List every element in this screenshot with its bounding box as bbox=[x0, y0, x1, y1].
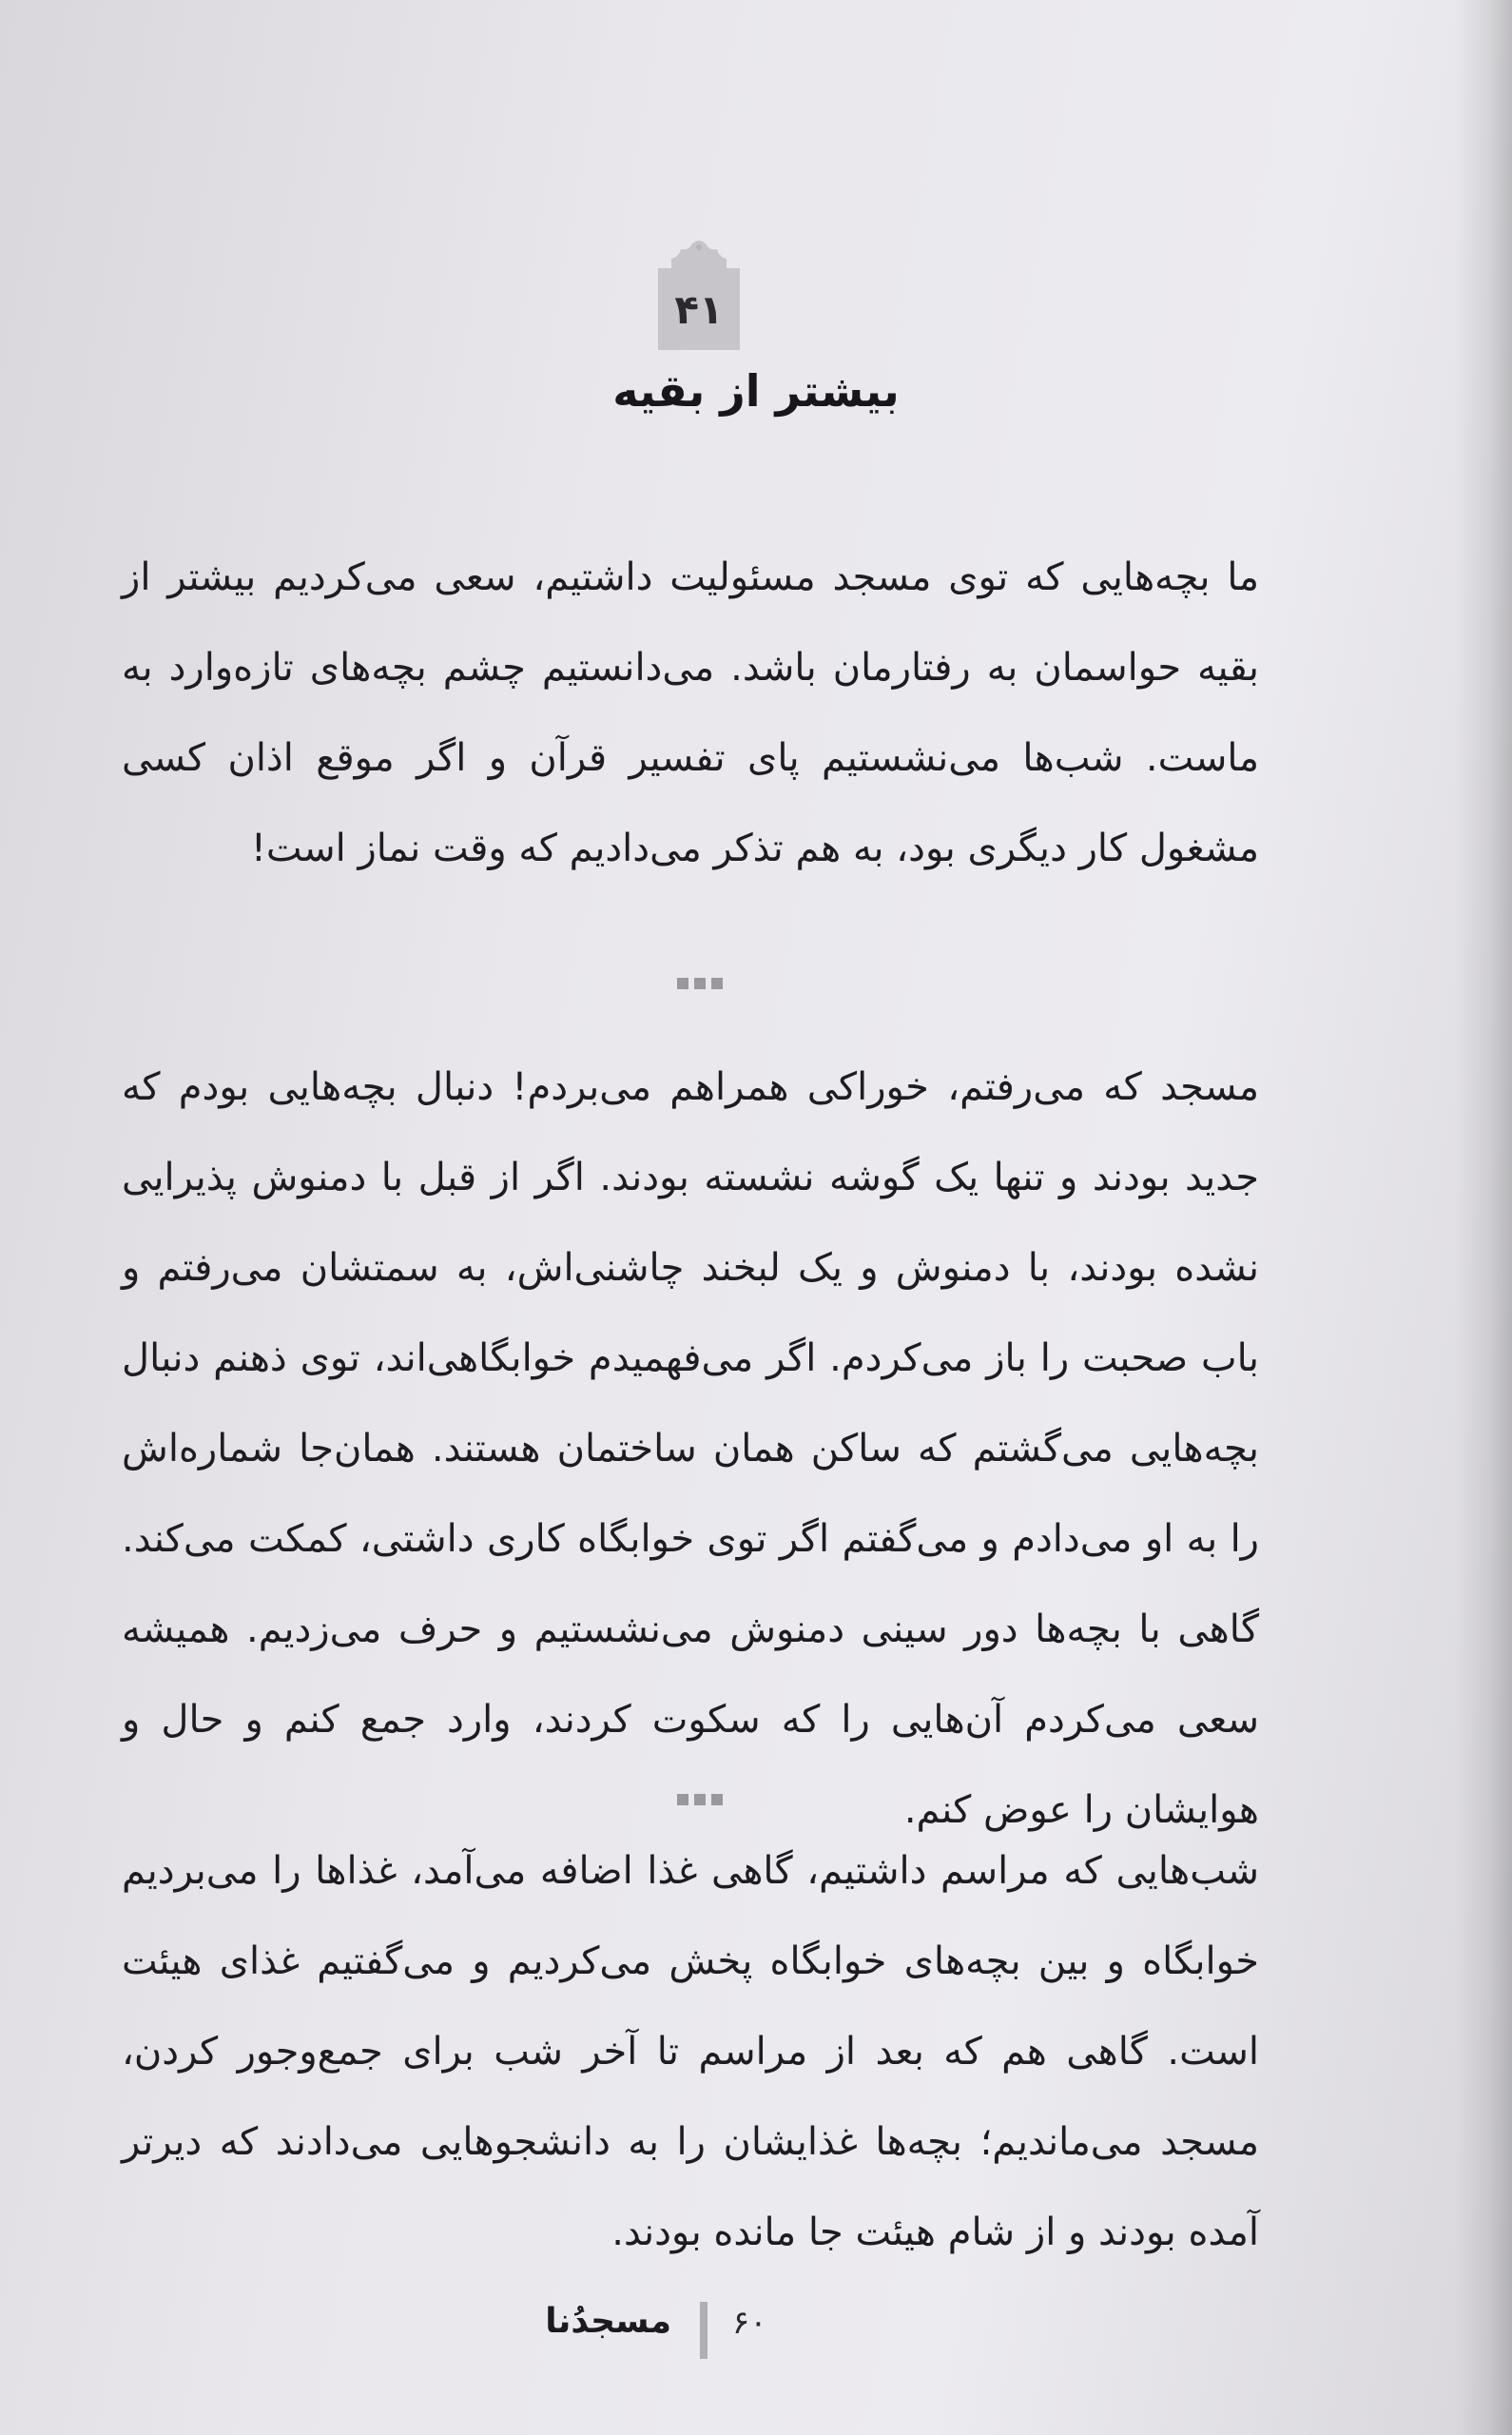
divider-square bbox=[677, 1794, 688, 1805]
page-number: ۶۰ bbox=[732, 2304, 767, 2342]
chapter-number-box bbox=[658, 268, 740, 350]
book-title: مسجدُنا bbox=[545, 2302, 671, 2341]
divider-square bbox=[711, 978, 723, 989]
chapter-number: ۴۱ bbox=[674, 285, 724, 333]
footer-separator bbox=[700, 2302, 708, 2359]
section-divider bbox=[677, 978, 723, 989]
divider-square bbox=[677, 978, 688, 989]
paragraph-1: ما بچه‌هایی که توی مسجد مسئولیت داشتیم، سعی می‌کردیم بیشتر از بقیه حواسمان به رفتارمان باشد. می‌دانستیم چشم بچه‌های تازه‌وارد به ماست. شب‌ها می‌نشستیم پای تفسیر قرآن و اگر موقع اذان کسی مشغول کار دیگری بود، به هم تذکر می‌دادیم که وقت نماز است! bbox=[122, 555, 1259, 870]
divider-square bbox=[694, 1794, 706, 1805]
divider-square bbox=[711, 1794, 723, 1805]
paragraph-3: شب‌هایی که مراسم داشتیم، گاهی غذا اضافه می‌آمد، غذاها را می‌بردیم خوابگاه و بین بچه‌های خوابگاه پخش می‌کردیم و می‌گفتیم غذای هیئت است. گاهی هم که بعد از مراسم تا آخر شب برای جمع‌وجور کردن، مسجد می‌ماندیم؛ بچه‌ها غذایشان را به دانشجوهایی می‌دادند که دیرتر آمده بودند و از شام هیئت جا مانده بودند. bbox=[122, 1849, 1259, 2254]
paragraph-2: مسجد که می‌رفتم، خوراکی همراهم می‌بردم! دنبال بچه‌هایی بودم که جدید بودند و تنها یک گوشه نشسته بودند. اگر از قبل با دمنوش پذیرایی نشده بودند، با دمنوش و یک لبخند چاشنی‌اش، به سمتشان می‌رفتم و باب صحبت را باز می‌کردم. اگر می‌فهمیدم خوابگاهی‌اند، توی ذهنم دنبال بچه‌هایی می‌گشتم که ساکن همان ساختمان هستند. همان‌جا شماره‌اش را به او می‌دادم و می‌گفتم اگر توی خوابگاه کاری داشتی، کمکت می‌کند. گاهی با بچه‌ها دور سینی دمنوش می‌نشستیم و حرف می‌زدیم. همیشه سعی می‌کردم آن‌هایی را که سکوت کردند، وارد جمع کنم و حال و هوایشان را عوض کنم. bbox=[122, 1065, 1259, 1832]
divider-square bbox=[694, 978, 706, 989]
chapter-ornament-icon bbox=[668, 238, 730, 272]
section-divider bbox=[677, 1794, 723, 1805]
chapter-title: بیشتر از بقیه bbox=[612, 365, 900, 417]
page-footer bbox=[0, 2302, 1512, 2359]
